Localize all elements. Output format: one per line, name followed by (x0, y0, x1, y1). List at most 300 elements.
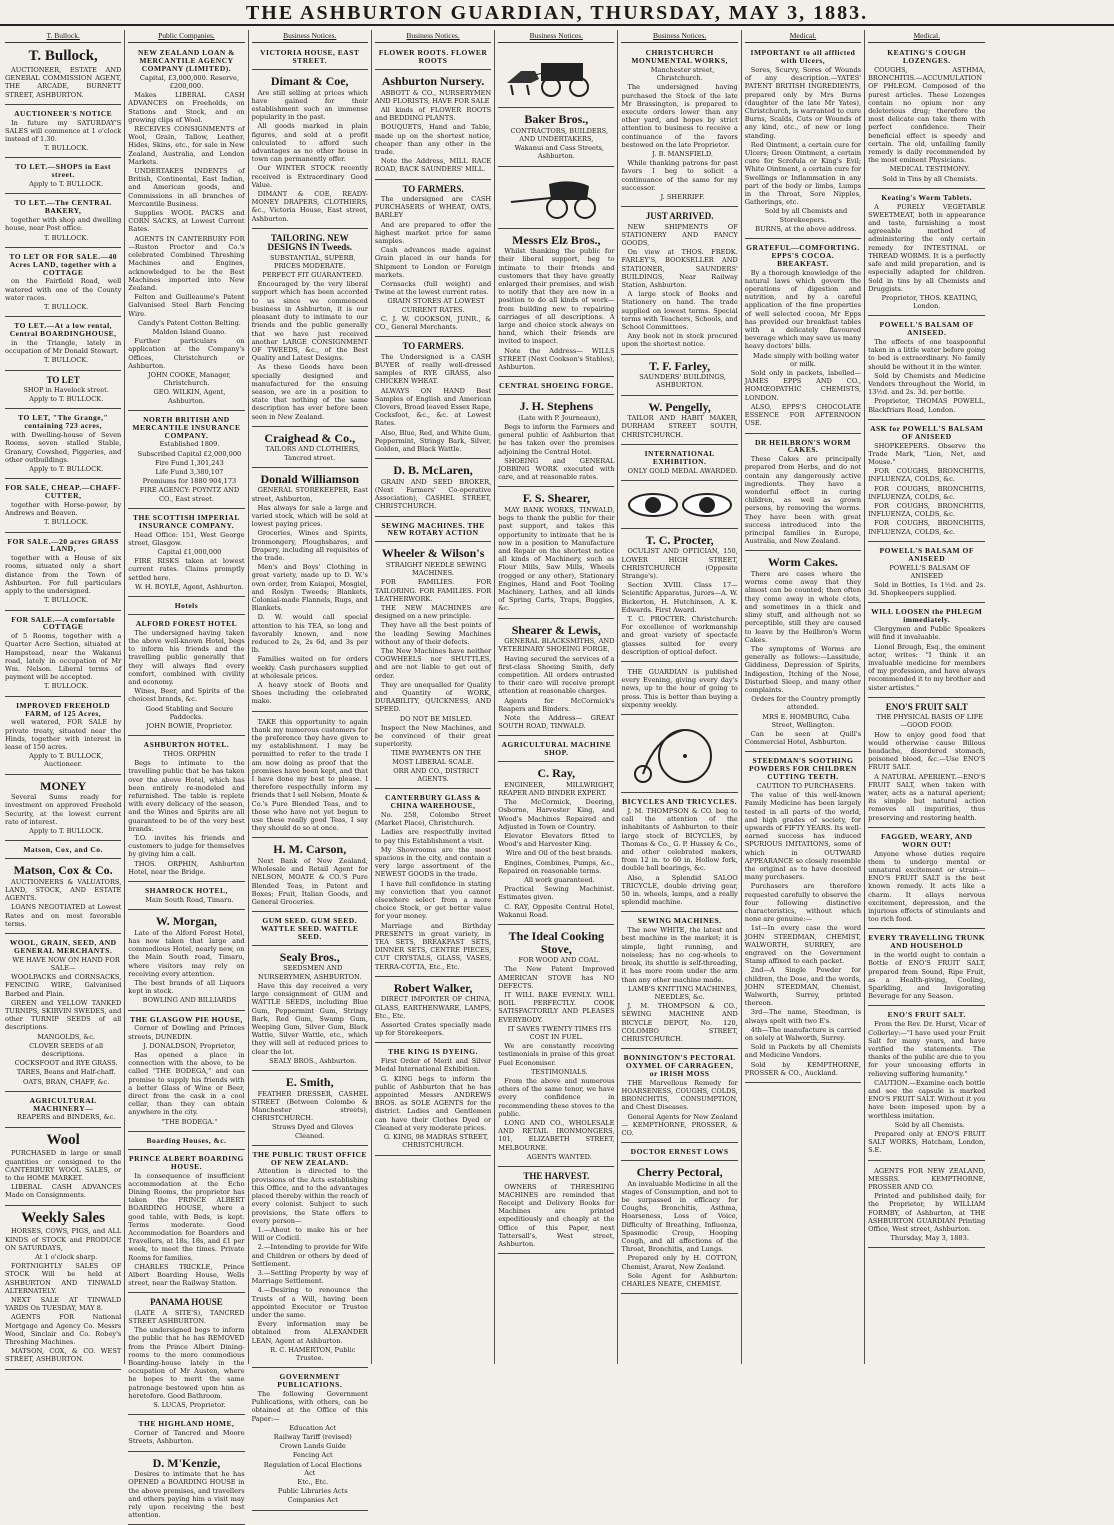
advertisement (375, 182, 491, 338)
advertisement (5, 46, 121, 105)
newspaper-column (618, 30, 741, 1364)
advertisement-text: together with a House of six rooms, situated only a short distance from the Town of Ashburton. For full particulars apply to the undersigned. (5, 554, 122, 596)
advertisement-heading: The Ideal Cooking Stove, (508, 929, 605, 956)
advertisement (375, 46, 491, 70)
advertisement-text: HORSES, COWS, PIGS, and ALL KINDS of STOCK and PRODUCE ON SATURDAYS, (5, 1227, 122, 1252)
advertisement-text: While thanking patrons for past favors I beg to solicit a continuance of the same for my successor. (621, 159, 738, 192)
advertisement-text: Felton and Guilleaume's Patent Galvanised Steel Barb Fencing Wire. (128, 293, 245, 318)
advertisement-text: SAUNDERS' BUILDINGS, ASHBURTON. (639, 373, 727, 390)
advertisement-text: Candy's Patent Cotton Belting. (138, 318, 241, 327)
newspaper-column (372, 30, 495, 1364)
advertisement-text: STRAIGHT NEEDLE SEWING MACHINES. (385, 560, 487, 578)
advertisement-text: The New Machines have neither COGWHEELS nor SHUTTLES, and are not liable to get out of order. (374, 646, 492, 680)
advertisement-text: well watered, FOR SALE by private treaty, situated near the Hinds, together with interest in lease of 150 acres. (5, 718, 122, 752)
advertisement-text: T. BULLOCK. (44, 356, 89, 365)
advertisement-text: An invaluable Medicine in all the stages of Consumption, and not to be surpassed in efficacy for Coughs, Bronchitis, Asthma, Hoarseness, Loss of Voice, Difficulty of Breathing, Influenza, Spasmodic Croup, Hooping Cough, and all affections of the Throat, Bronchitis, and Lungs. (621, 1179, 738, 1254)
advertisement (5, 843, 121, 859)
advertisement-text: As these Goods have been specially designed and manufactured for the ensuing season, we are in a position to state that nothing of the same description has ever before been seen in New Zealand. (251, 363, 368, 421)
advertisement (375, 519, 491, 543)
advertisement-text: Regulation of Local Elections Act (263, 1460, 362, 1477)
advertisement (621, 717, 737, 793)
advertisement-text: Companies Act (287, 1496, 338, 1505)
advertisement-text: Note the Address— WILLS STREET (Next Cookson's Stables), Ashburton. (498, 346, 615, 372)
advertisement-text: The new WHITE, the latest and best machine in the market; it is simple, light running, and noiseless; has no cog-wheels to break, its shuttle is self-threading, it has more room under the arm than any other machine made. (621, 926, 738, 984)
advertisement-text: POWELL'S BALSAM OF ANISEED (889, 563, 971, 580)
advertisement-text: BOWLING AND BILLIARDS (142, 996, 237, 1005)
advertisement-heading: TO FARMERS. (402, 183, 464, 194)
advertisement-text: On view at THOS. FREDK. FARLEY'S, BOOKSELLER AND STATIONER, SAUNDERS' BUILDINGS, Near Railway Station, Ashburton. (621, 248, 738, 290)
advertisement-text: J. M. THOMPSON & CO. beg to call the attention of the inhabitants of Ashburton to their large stock of BICYCLES, by Thomas & Co., G. P. Hussey & Co., and other celebrated makers, from 12 in. to 60 in. Hollow fork, double ball bearings, &c. (621, 806, 738, 873)
advertisement-text: TESTIMONIALS. (530, 1067, 588, 1076)
advertisement-text: Several Sums ready for investment on approved Freehold Security, at the lowest current rate of interest. (5, 793, 122, 826)
advertisement (745, 46, 861, 239)
advertisement (375, 544, 491, 789)
advertisement-text: The McCormick, Deering, Osborne, Harvester King, and Wood's Machines Repaired and Adjusted in Town or Country. (498, 798, 615, 831)
advertisement (5, 107, 121, 159)
advertisement-text: T. BULLOCK. (44, 144, 89, 153)
advertisement-text: Attention is directed to the provisions of the Acts establishing this Office, and to the advantages placed thereby within the reach of every colonist. Subject to such provisions, the State offers to every person— (251, 1167, 368, 1225)
advertisement (868, 830, 985, 930)
advertisement (868, 191, 985, 317)
advertisement-text: J. DONALDSON, Proprietor, (143, 1041, 236, 1050)
advertisement-text: C. J. W. COOKSON, JUNR., & CO., General Merchants. (374, 314, 492, 332)
newspaper-column (2, 30, 125, 1364)
advertisement-text: Note the Address— GREAT SOUTH ROAD, TINWALD. (498, 714, 615, 731)
advertisement-text: Etc., Etc. (297, 1477, 329, 1486)
advertisement-heading: ENO'S FRUIT SALT. (887, 1010, 966, 1020)
advertisement-text: 2.—Intending to provide for Wife and Children or others by deed of Settlement. (251, 1243, 368, 1268)
advertisement-text: Groceries, Wines and Spirits, Ironmongery, Ploughshares, and Drapery, including all requisites of the trade. (251, 529, 368, 562)
advertisement-text: SHOEING and GENERAL JOBBING WORK executed with care, and at reasonable rates. (498, 456, 615, 482)
advertisement (868, 1163, 985, 1249)
advertisement-text: CAUTION TO PURCHASERS. (756, 781, 856, 790)
advertisement-text: Assorted Crates specially made up for Storekeepers. (374, 1020, 492, 1038)
advertisement-text: Ladies are respectfully invited to pay this Establishment a visit. (374, 828, 492, 845)
advertisement (868, 422, 985, 542)
advertisement-text: The Undersigned is a CASH BUYER of really well-dressed samples of RYE GRASS, also CHICKEN WHEAT. (374, 352, 492, 386)
advertisement (5, 319, 121, 370)
advertisement-heading: DR HEILBRON'S WORM CAKES. (754, 437, 851, 455)
advertisement (498, 231, 614, 378)
advertisement-text: GENERAL BLACKSMITHS, AND VETERINARY SHOEING FORGE, (498, 637, 615, 654)
advertisement-text: SHOPKEEPERS. Observe the Trade Mark, "Lion, Net, and Mouse." (868, 441, 986, 467)
advertisement-text: Desires to intimate that he has OPENED a BOARDING HOUSE in the above premises, and travellers and others paying him a visit may rely upon receiving the best attention. (128, 1470, 245, 1520)
advertisement-heading: WOOL, GRAIN, SEED, AND GENERAL MERCHANTS. (9, 937, 117, 955)
advertisement (621, 1145, 737, 1161)
advertisement-heading: GRATEFUL—COMFORTING. EPPS'S COCOA. BREAKFAST. (746, 243, 860, 268)
advertisement-text: DIMANT & COE, READY-MONEY DRAPERS, CLOTHIERS, &c., Victoria House, East street, Ashburton. (251, 189, 368, 223)
advertisement-text: DIRECT IMPORTER OF CHINA, GLASS, EARTHENWARE, LAMPS, Etc., Etc. (374, 995, 492, 1020)
advertisement-text: Are still selling at prices which have gained for their establishment such an immense popularity in the past. (251, 88, 368, 122)
advertisement-text: We are constantly receiving testimonials in praise of this great Fuel Economiser. (498, 1042, 615, 1067)
advertisement (252, 72, 368, 229)
advertisement-text: FOR FAMILIES. FOR TAILORING. FOR FAMILIES. FOR LEATHERWORK. (374, 578, 492, 603)
column-header: Public Companies. (128, 30, 244, 43)
advertisement (5, 250, 121, 317)
advertisement-heading: Shearer & Lewis, (511, 622, 601, 637)
advertisement-text: 4th—The manufacture is carried on solely at Walworth, Surrey. (744, 1025, 862, 1043)
advertisement-text: THOS. ORPHIN (162, 750, 216, 759)
advertisement-heading: STEEDMAN'S SOOTHING POWDERS FOR CHILDREN CUTTING TEETH. (748, 756, 857, 782)
advertisement-text: Section XVIII. Class 17—Scientific Apparatus, Jurors—A. W. Bickerton, H. Hutchinson, A. K. Edwards. First Award. (621, 581, 738, 614)
advertisement-text: The undersigned having purchased the Stock of the late Mr Brassington, is prepared to execute orders lower than any other yard, and hopes by strict attention to business to receive a continuance of the favors bestowed on the late Proprietor. (621, 83, 738, 149)
advertisement (128, 1013, 244, 1132)
advertisement-text: SEALY BROS., Ashburton. (269, 1056, 357, 1065)
advertisement (5, 699, 121, 775)
advertisement-heading: AUCTIONEER'S NOTICE (14, 108, 113, 118)
advertisement-text: (Late with P. Journeaux), (518, 413, 601, 422)
advertisement-text: Further particulars on application at the Company's Offices, Christchurch or Ashburton. (128, 337, 245, 370)
advertisement (498, 764, 614, 925)
advertisement (498, 489, 614, 618)
advertisement-text: Life Fund 3,380,107 (155, 467, 224, 476)
advertisement-text: Sold by all Chemists. (894, 1120, 965, 1129)
advertisement-text: COCKSFOOT and RYE GRASS. (14, 1059, 118, 1068)
advertisement (128, 1295, 244, 1415)
advertisement-text: TAILORS AND CLOTHIERS, Tancred street. (265, 445, 360, 462)
masthead-title: THE ASHBURTON GUARDIAN, THURSDAY, MAY 3, 1883. (0, 0, 1114, 26)
advertisement-heading: Messrs Elz Bros., (512, 232, 601, 247)
advertisement-text: Sold in Bottles, 1s 1½d. and 2s. 3d. Shopkeepers supplied. (868, 581, 986, 598)
advertisement (621, 398, 737, 445)
advertisement-heading: CENTRAL SHOEING FORGE. (499, 381, 614, 391)
advertisement-text: Our WINTER STOCK recently received is Extraordinary Good Value. (251, 164, 368, 189)
advertisement-heading: TO LET OR FOR SALE.—40 Acres LAND, together with a COTTAGE (9, 251, 117, 277)
advertisement-heading: THE SCOTTISH IMPERIAL INSURANCE COMPANY. (133, 512, 240, 530)
advertisement (868, 931, 985, 1006)
advertisement-text: Elevator Elevators fitted to Wood's and Harvester King. (498, 831, 615, 849)
advertisement-heading: FOR SALE.—20 acres GRASS LAND, (7, 536, 119, 554)
advertisement-text: Corner of Dowling and Princes streets, DUNEDIN. (128, 1024, 245, 1041)
advertisement-text: Also, Blue, Red, and White Gum, Peppermint, Stringy Bark, Silver, Golden, and Black Wattle. (374, 428, 492, 453)
advertisement (621, 531, 737, 662)
advertisement-text: AGENTS FOR NEW ZEALAND, MESSRS. KEMPTHORNE, PROSSER AND CO. (868, 1166, 986, 1191)
advertisement-text: T. BULLOCK. (44, 682, 89, 691)
advertisement-text: The symptoms of Worms are generally as follows:—Lassitude, Giddiness, Depression of Spirits, Indigestion, Itching of the Nose, Disturbed Sleep, and many other complaints. (744, 644, 862, 694)
advertisement-text: J. M. THOMPSON & CO., SEWING MACHINE AND BICYCLE DEPOT, No. 120, COLOMBO STREET, CHRISTCHURCH. (621, 1002, 738, 1043)
advertisement-text: Fire Fund 1,301,243 (155, 458, 224, 467)
advertisement-text: These Cakes are principally prepared from Herbs, and do not contain any dangerously active ingredients. They have a wonderful effect in curing children, as well as grown persons, by removing the worms. They have been with great success introduced into the principal families in Europe, Australia, and New Zealand. (744, 455, 862, 546)
advertisement-heading: POWELL'S BALSAM OF ANISEED (879, 545, 974, 563)
advertisement-text: THE PHYSICAL BASIS OF LIFE—GOOD FOOD. (876, 713, 984, 730)
advertisement (498, 46, 614, 108)
advertisement-heading: GOVERNMENT PUBLICATIONS. (277, 1372, 343, 1390)
advertisement-text: T. BULLOCK. (44, 303, 89, 311)
advertisement-text: FORTNIGHTLY SALES OF STOCK Will be held at ASHBURTON AND TINWALD ALTERNATELY. (5, 1262, 122, 1295)
advertisement-text: TIME PAYMENTS ON THE MOST LIBERAL SCALE. (391, 749, 481, 766)
advertisement-heading: T. C. Procter, (645, 532, 714, 547)
advertisement-text: Men's and Boys' Clothing in great variety, made up to D. W.'s own order, from Kaiapoi, Mosgiel, and Roslyn Tweeds; Blankets, Colonial-made Flannels, Rugs, and Blankets. (251, 563, 368, 613)
advertisement (128, 1152, 244, 1294)
advertisement (745, 754, 861, 1083)
advertisement-text: S. LUCAS, Proprietor. (153, 1401, 226, 1410)
column-header: Business Notices. (621, 30, 737, 43)
advertisement-text: SUBSTANTIAL, SUPERB, PRICES MODERATE. (269, 253, 356, 270)
advertisement-heading: W. Morgan, (155, 914, 218, 929)
advertisement (498, 1169, 614, 1254)
advertisement-text: FIRE RISKS taken at lowest current rates. Claims promptly settled here. (128, 557, 245, 582)
advertisement-heading: D. B. McLaren, (393, 463, 473, 478)
advertisement-text: LONG AND CO., WHOLESALE AND RETAIL IRONMONGERS, 101, ELIZABETH STREET, MELBOURNE. (498, 1119, 615, 1152)
advertisement (252, 1073, 368, 1146)
advertisement (868, 605, 985, 697)
advertisement-text: in the world ought to contain a Bottle of ENO'S FRUIT SALT, prepared from Sound, Ripe Fruit, as a Health-giving, Cooling, Sparkling, and Invigorating Beverage for any Season. (868, 951, 986, 1001)
advertisement-heading: Weekly Sales (21, 1209, 106, 1226)
advertisement (745, 241, 861, 433)
column-header: Medical. (868, 30, 985, 43)
advertisement-text: Sold by all Chemists and Storekeepers. (764, 207, 848, 224)
advertisement-heading: H. M. Carson, (273, 842, 347, 857)
advertisement-text: J. SHERRIFF. (660, 193, 705, 201)
advertisement-text: There are cases where the worms come away that they almost can be counted; then often they come away in whole clots, and sometimes in a thick and slimy stuff, and although not so perceptible, still they are caused to leave by the Heilbron's Worm Cakes. (744, 570, 862, 644)
advertisement-text: CAUTION.—Examine each bottle and see the capsule is marked ENO'S FRUIT SALT. Without it you have been imposed upon by a worthless imitation. (868, 1078, 986, 1120)
advertisement-text: Has opened a place in connection with the above, to be called "THE BODEGA," and can promise to supply his friends with a better Glass of Wine or Beer, direct from the cask in a cool cellar, than they can obtain anywhere in the city. (128, 1051, 245, 1117)
advertisement-heading: TAILORING. NEW DESIGNS IN Tweeds. (267, 232, 352, 253)
advertisement-text: The undersigned are CASH PURCHASERS of WHEAT, OATS, BARLEY (374, 195, 492, 220)
advertisement-text: ENGINEER, MILLWRIGHT, REAPER AND BINDER EXPERT. (498, 780, 615, 797)
advertisement-text: T. C. PROCTER. Christchurch: For excellence of workmanship and great variety of spectacle glasses suited for every description of optical defect. (621, 615, 738, 656)
advertisement (498, 110, 614, 166)
advertisement-text: Whilst thanking the public for their liberal support, beg to intimate to their friends and customers that they have greatly enlarged their premises, and wish to notify that they are now in a position to do all kinds of work—from building new to repairing carriages of all descriptions. A large and choice stock always on hand, which their friends are invited to inspect. (498, 247, 615, 346)
column-header: Business Notices. (375, 30, 491, 43)
advertisement-text: "THE BODEGA." (161, 1117, 218, 1126)
advertisement-text: 3.—Settling Property by way of Marriage Settlement. (251, 1268, 368, 1286)
advertisement-text: LOANS NEGOTIATED at Lowest Rates and on most favorable terms. (5, 903, 122, 928)
advertisement-heading: Baker Bros., (524, 112, 589, 127)
advertisement-heading: Donald Williamson (260, 471, 360, 486)
advertisement-heading: W. Pengelly, (648, 399, 711, 414)
advertisement-text: Railway Tariff (revised) (273, 1432, 352, 1441)
advertisement-heading: Hotels (174, 600, 199, 610)
advertisement-text: D. W. would call special attention to his TEA, so long and favorably known, and now reduced to 2s, 2s 6d, and 3s per lb. (251, 613, 368, 655)
advertisement-heading: D. M'Kenzie, (152, 1455, 221, 1470)
advertisement-heading: KEATING'S COUGH LOZENGES. (887, 48, 967, 66)
advertisement-heading: Wheeler & Wilson's (381, 546, 485, 561)
advertisement-heading: IMPROVED FREEHOLD FARM, of 125 Acres, (16, 700, 111, 718)
advertisement (745, 553, 861, 752)
advertisement-heading: ASK for POWELL'S BALSAM OF ANISEED (870, 423, 984, 441)
advertisement-heading: WILL LOOSEN the PHLEGM immediately. (871, 607, 983, 625)
advertisement-text: Made simply with boiling water or milk. (752, 351, 859, 368)
advertisement-text: Begs to intimate to the travelling public that he has taken over the above Hotel, which has been entirely re-modeled and refurnished. The table is replete with every delicacy of the season, and the Wines and Spirits are all guaranteed to be of the very best brands. (128, 759, 245, 833)
advertisement-heading: THE KING IS DYEING. (388, 1047, 478, 1057)
advertisement (5, 196, 121, 247)
newspaper-column (125, 30, 248, 1520)
advertisement (621, 46, 737, 207)
bicycle-illustration-icon (625, 724, 735, 784)
advertisement-text: DO NOT BE MISLED. (399, 714, 473, 723)
advertisement (868, 46, 985, 189)
advertisement-text: Can be seen at Quill's Commercial Hotel, Ashburton. (744, 729, 862, 747)
advertisement-text: Also, a Splendid SALOO TRICYCLE, double driving gear, 50 in. wheels, lamps, and a really splendid machine. (621, 873, 738, 907)
advertisement-heading: TO LET (46, 374, 80, 385)
advertisement (5, 936, 121, 1092)
advertisement (375, 461, 491, 516)
advertisement-text: Engines, Combines, Pumps, &c., Repaired on reasonable terms. (498, 858, 615, 875)
advertisement-text: In consequence of insufficient accommodation at the Echo Dining Rooms, the proprietor has taken the PRINCE ALBERT BOARDING HOUSE, where a good table, with Beds, is kept. Terms moderate. Good Accommodation for Boarders and Travellers, at 18s, 18s, and £1 per week, to meet the times. Private Rooms for families. (128, 1171, 245, 1262)
advertisement-text: 3rd—The name, Steedman, is always spelt with two E's. (744, 1008, 862, 1025)
advertisement-text: LIBERAL CASH ADVANCES Made on Consignments. (5, 1183, 122, 1200)
advertisement-text: Subscribed Capital £2,000,000 (137, 449, 242, 458)
advertisement-text: Maldon Island Guano. (152, 327, 227, 336)
advertisement-text: Sores, Scurvy, Sores of Wounds of any description.—YATES' PATENT BRITISH INGREDIENTS, prepared only by Mrs Burns (daughter of the late Mr Yates), Christchurch, is warranted to cure Burns, Scalds, Cuts or Wounds of any kind, etc., of new or long standing. (744, 65, 862, 140)
advertisement-heading: MONEY (40, 778, 87, 793)
newspaper-columns (2, 30, 1112, 1520)
advertisement (5, 1130, 121, 1206)
advertisement-text: CLOVER SEEDS of all descriptions. (29, 1041, 104, 1058)
advertisement-text: Prepared only by H. COTTON, Chemist, Ararat, New Zealand. (621, 1254, 738, 1271)
advertisement-text: on the Fairfield Road, well watered with one of the County water races. (5, 277, 122, 302)
advertisement-heading: CANTERBURY GLASS & CHINA WAREHOUSE, (385, 793, 482, 811)
advertisement-text: At 1 o'clock sharp. (35, 1253, 98, 1262)
advertisement (868, 318, 985, 420)
advertisement-text: No. 258, Colombo Street (Market Place), Christchurch. (374, 810, 492, 828)
advertisement-heading: NORTH BRITISH AND MERCANTILE INSURANCE COMPANY. (132, 414, 241, 440)
column-header: Business Notices. (252, 30, 368, 43)
advertisement-heading: FAGGED, WEARY, AND WORN OUT! (880, 831, 973, 849)
advertisement (252, 714, 368, 839)
advertisement-text: MANGOLDS, &c. (37, 1032, 96, 1041)
advertisement-text: TAILOR AND HABIT MAKER, DURHAM STREET SOUTH, CHRISTCHURCH. (621, 414, 738, 439)
advertisement-text: THE GUARDIAN is published every Evening, giving every day's news, up to the hour of going to press. This is better than buying a sixpenny weekly. (621, 668, 738, 709)
advertisement-text: Apply to T. BULLOCK. (29, 464, 104, 473)
advertisement (621, 447, 737, 481)
advertisement-text: Sold in Packets by all Chemists and Medicine Vendors. (744, 1043, 862, 1060)
advertisement-text: SHOP in Havelock street. (23, 386, 109, 394)
advertisement (5, 535, 121, 611)
newspaper-column (249, 30, 372, 1505)
advertisement-text: GENERAL STOREKEEPER, East street, Ashburton, (251, 486, 368, 503)
advertisement-text: Crown Lands Guide (279, 1442, 346, 1451)
advertisement-heading: TO LET.—At a low rental, Central BOARDINGHOUSE, (9, 321, 117, 339)
advertisement-text: The effects of one teaspoonful taken in a little water before going to bed is extraordinary. No family should be without it in the winter. (868, 338, 986, 371)
advertisement-text: FOR WOOD AND COAL. (518, 956, 601, 965)
advertisement-heading: JUST ARRIVED. (645, 211, 714, 222)
advertisement-text: Proprietor, THOMAS POWELL, Blackfriars Road, London. (868, 397, 986, 414)
advertisement (498, 927, 614, 1167)
advertisement-text: From the above and numerous others of the same tenor, we have every confidence in recommending these stoves to the public. (498, 1077, 615, 1118)
advertisement-text: with Dwelling-house of Seven Rooms, seven stalled Stable, Granary, Cowshed, Piggeries, and other outbuildings. (5, 431, 122, 464)
advertisement-text: Marriage and Birthday PRESENTS in great variety, in TEA SETS, BREAKFAST SETS, DINNER SETS, CENTRE PIECES, CUT CRYSTALS, GLASS, VASES, TERRA-COTTA, Etc., Etc. (374, 921, 492, 971)
advertisement-text: A large stock of Books and Stationery on hand. The trade supplied on lowest terms. Special terms with Teachers, Schools, and School Committees. (621, 290, 738, 332)
advertisement-text: ALWAYS ON HAND Best Samples of English and American Clovers, Broad leaved Essex Rape, Cocksfoot, &c., &c. at Lowest Rates. (374, 386, 492, 428)
advertisement-text: T. BULLOCK. (44, 233, 89, 242)
advertisement-text: Late of the Alford Forest Hotel, has now taken that large and commodious Hotel, nearly new, on the Main South road, Timaru, where visitors may rely on receiving every attention. (128, 928, 245, 978)
advertisement (5, 160, 121, 194)
advertisement-heading: Dimant & Coe, (270, 73, 349, 88)
advertisement-text: Cash advances made against Grain placed in our hands for Shipment to London or Foreign markets. (374, 246, 492, 279)
advertisement-text: THOS. ORPHIN, Ashburton Hotel, near the Bridge. (128, 859, 245, 876)
eyes-illustration-icon (625, 490, 735, 520)
advertisement-text: Premiums for 1880 904,173 (142, 477, 237, 486)
advertisement-text: Wakanui and Cass Streets, Ashburton. (514, 144, 605, 161)
advertisement (375, 1045, 491, 1155)
advertisement-text: SEEDSMEN AND NURSERYMEN, ASHBURTON. (258, 964, 362, 981)
advertisement-text: Education Act (289, 1423, 337, 1432)
advertisement-text: REAPERS and BINDERS, &c. (17, 1113, 116, 1122)
advertisement-text: Sole Agent for Ashburton: CHARLES NEATE, CHEMIST. (621, 1271, 738, 1289)
advertisement (868, 700, 985, 828)
advertisement (252, 1148, 368, 1368)
advertisement-heading: SHAMROCK HOTEL, (144, 886, 228, 896)
advertisement-text: AGENTS IN CANTERBURY FOR—Ruston Proctor and Co.'s celebrated Combined Threshing Machines and Engines, acknowledged to be the Best Machines imported into New Zealand. (128, 234, 245, 292)
advertisement (252, 948, 368, 1071)
advertisement-text: Public Libraries Acts (277, 1487, 348, 1496)
advertisement (128, 46, 244, 411)
advertisement-text: Printed and published daily, for the Proprietor, by WILLIAM FORMBY, of Ashburton, at THE ASHBURTON GUARDIAN Printing Office, West street, Ashburton. (868, 1192, 986, 1233)
advertisement-heading: E. Smith, (285, 1074, 334, 1089)
advertisement (498, 169, 614, 229)
advertisement (5, 861, 121, 934)
advertisement-text: FOR COUGHS, BRONCHITIS, INFLUENZA, COLDS, &c. (868, 484, 986, 501)
advertisement-text: Sold by KEMPTHORNE, PROSSER & CO., Auckland. (744, 1060, 862, 1077)
advertisement (252, 429, 368, 468)
advertisement-heading: BONNINGTON'S PECTORAL OXYMEL OF CARRAGEEN, or IRISH MOSS (623, 1053, 736, 1078)
advertisement-text: NEXT SALE AT TINWALD YARDS On TUESDAY, MAY 8. (5, 1296, 122, 1313)
advertisement-text: MRS E. HOMBURG, Cuba Street, Wellington. (762, 712, 850, 729)
advertisement (375, 339, 491, 459)
advertisement-text: Cornsacks (full weight) and Twine at the lowest current rates. (374, 280, 492, 297)
advertisement-heading: FOR SALE.—A comfortable COTTAGE (11, 614, 116, 632)
advertisement (128, 1134, 244, 1150)
advertisement-text: GRAIN STORES AT LOWEST CURRENT RATES. (387, 297, 485, 314)
advertisement-text: J. B. MANSFIELD. (652, 149, 713, 158)
advertisement-heading: Robert Walker, (393, 980, 473, 995)
advertisement-text: Capital £1,000,000 (157, 547, 222, 556)
advertisement-heading: J. H. Stephens (519, 399, 594, 414)
advertisement-text: They are unequalled for Quality and Quantity of WORK, DURABILITY, QUICKNESS, AND SPEED. (374, 680, 492, 714)
advertisement (128, 1417, 244, 1451)
advertisement-heading: Ashburton Nursery. (381, 73, 485, 88)
advertisement-text: COUGHS, ASTHMA, BRONCHITIS.—ACCUMULATION OF PHLEGM. Composed of the purest articles. These Lozenges contain no opium nor any deleterious drug; therefore the most delicate can take them with perfect confidence. Their beneficial effect is speedy and certain. The old, unfailing family remedy is daily recommended by the most eminent Physicians. (868, 65, 986, 165)
advertisement-text: Purchasers are therefore requested carefully to observe the four following distinctive characteristics, without which none are genuine:— (744, 882, 862, 924)
advertisement-heading: IMPORTANT to all afflicted with Ulcers, (750, 48, 856, 66)
advertisement-text: ORR AND CO., DISTRICT AGENTS. (393, 766, 479, 783)
advertisement-text: W. H. BOYLE, Agent, Ashburton. (135, 582, 244, 591)
advertisement-text: IT SAVES TWENTY TIMES ITS COST IN FUEL. (507, 1024, 612, 1042)
advertisement (128, 511, 244, 597)
advertisement (5, 613, 121, 697)
advertisement-text: General Agents for New Zealand— KEMPTHORNE, PROSSER, & CO. (621, 1112, 738, 1137)
advertisement (498, 621, 614, 737)
advertisement-heading: THE HARVEST. (523, 1171, 590, 1182)
advertisement-text: The undersigned begs to inform the public that he has REMOVED from the Prince Albert Dining-rooms to the more commodious Boarding-house lately in the occupation of Mr Austen, where he hopes to merit the same patronage bestowed upon him as heretofore. Good Bathroom. (128, 1326, 245, 1400)
advertisement-text: Clergymen and Public Speakers will find it invaluable. (868, 625, 986, 642)
advertisement-text: Lionel Brough, Esq., the eminent actor, writes: "I think it an invaluable medicine for members of my profession, and have always recommended it to my brother and sister artistes." (868, 642, 986, 692)
advertisement-text: in the Triangle, lately in occupation of Mr Donald Stewart. (5, 338, 122, 356)
advertisement-text: R. C. HAMERTON, Public Trustee. (270, 1345, 356, 1362)
advertisement-text: OATS, BRAN, CHAFF, &c. (22, 1077, 110, 1086)
advertisement-text: MATSON, COX, & CO. WEST STREET, ASHBURTON. (5, 1347, 122, 1364)
advertisement-text: Next Bank of New Zealand, Wholesale and Retail Agent for NELSON, MOATE & CO.'S Pure Blended Teas, in Patent and Boxes; Fruit, Italian Goods, and General Groceries. (251, 857, 368, 907)
advertisement-heading: C. Ray, (537, 766, 576, 781)
advertisement (128, 413, 244, 509)
advertisement-text: TAKE this opportunity to again thank my numerous customers for the preference they have given to my establishment. I may be permitted to refer to the trade I am now doing as proof that the promises have been kept, and that I have done my best to please. I therefore respectfully inform my friends that I sell Nelson, Moate & Co.'s Pure Blended Teas, and to those who have not yet begun to use these really good Teas, I say they should do so at once. (251, 717, 368, 833)
advertisement-text: Prepared only at ENO'S FRUIT SALT WORKS, Hatcham, London, S.E. (868, 1129, 986, 1155)
advertisement (498, 738, 614, 762)
advertisement-text: WOOLPACKS and CORNSACKS, FENCING WIRE, Galvanised Barbed and Plain. (5, 973, 122, 998)
advertisement-text: Has always for sale a large and varied stock, which will be sold at lowest paying prices. (251, 503, 368, 529)
advertisement (252, 470, 368, 712)
advertisement-text: of 5 Rooms, together with a Quarter Acre Section, situated at Hampstead, near the Wakanui road, lately in occupation of Mr Wm. Nelson. Liberal terms of payment will be accepted. (5, 632, 122, 682)
advertisement-heading: SEWING MACHINES. (637, 916, 722, 926)
advertisement (252, 46, 368, 70)
advertisement-heading: ALFORD FOREST HOTEL (135, 618, 238, 628)
advertisement (498, 397, 614, 487)
advertisement-heading: TO LET, "The Grange," containing 723 acres, (18, 413, 109, 431)
advertisement-heading: PRINCE ALBERT BOARDING HOUSE. (129, 1153, 244, 1171)
advertisement-text: And are prepared to offer the highest market price for same samples. (374, 220, 492, 246)
